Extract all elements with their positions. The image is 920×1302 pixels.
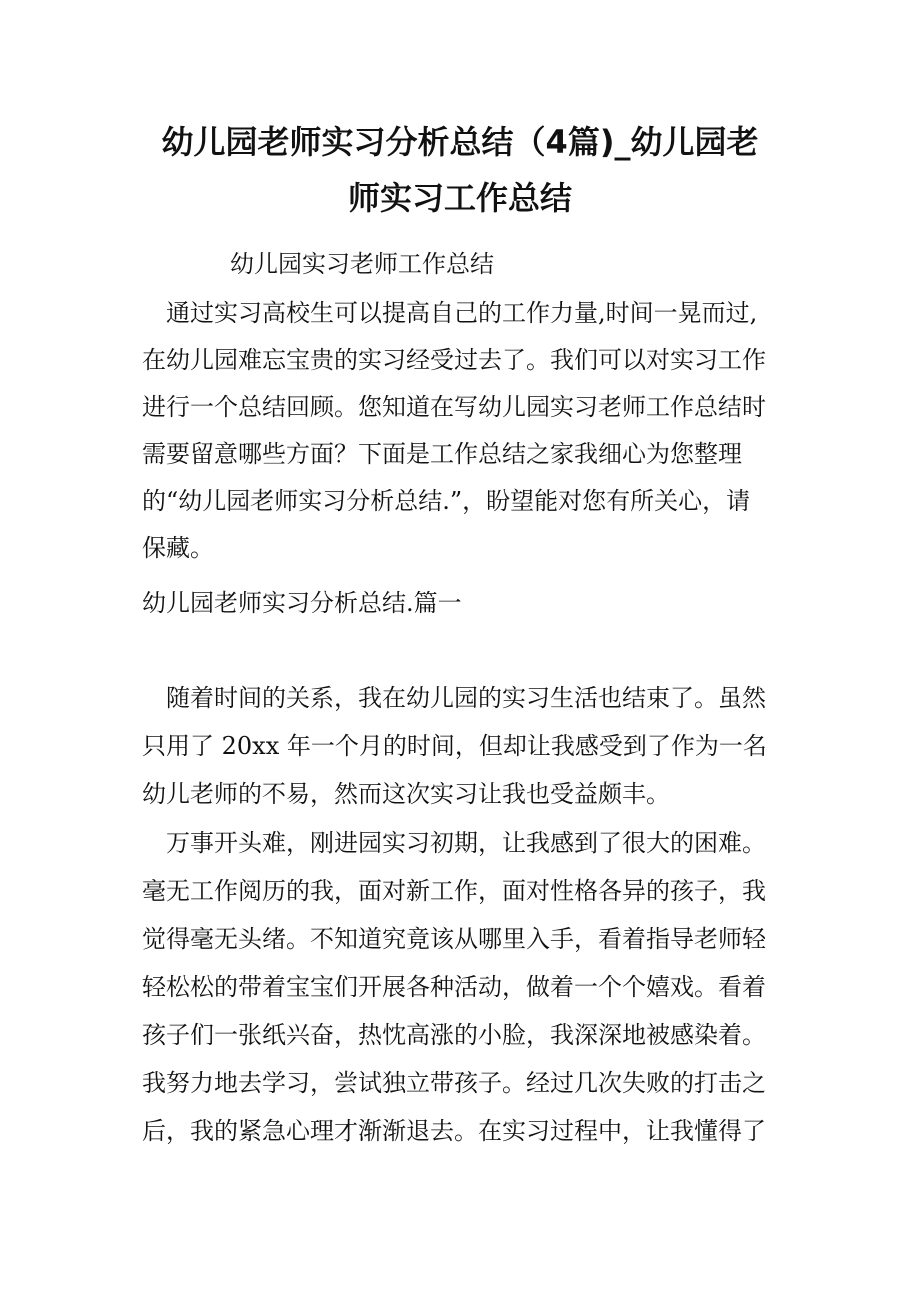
paragraph-line: 觉得毫无头绪。不知道究竟该从哪里入手，看着指导老师轻 <box>142 925 766 953</box>
intro-line: 需要留意哪些方面？下面是工作总结之家我细心为您整理 <box>142 440 742 468</box>
intro-line: 在幼儿园难忘宝贵的实习经受过去了。我们可以对实习工作 <box>142 346 766 374</box>
paragraph-line: 万事开头难，刚进园实习初期，让我感到了很大的困难。 <box>166 829 766 857</box>
section-heading: 幼儿园老师实习分析总结.篇一 <box>142 589 462 617</box>
paragraph-line: 毫无工作阅历的我，面对新工作，面对性格各异的孩子，我 <box>142 877 766 905</box>
intro-line: 的“幼儿园老师实习分析总结.”，盼望能对您有所关心，请 <box>142 487 751 515</box>
paragraph-line: 后，我的紧急心理才渐渐退去。在实习过程中，让我懂得了 <box>142 1117 766 1145</box>
document-title-line-2: 师实习工作总结 <box>347 179 572 217</box>
intro-line: 通过实习高校生可以提高自己的工作力量,时间一晃而过, <box>166 299 758 327</box>
document-subtitle: 幼儿园实习老师工作总结 <box>230 250 494 278</box>
intro-line: 进行一个总结回顾。您知道在写幼儿园实习老师工作总结时 <box>142 393 766 421</box>
intro-line: 保藏。 <box>142 534 214 562</box>
document-title-line-1: 幼儿园老师实习分析总结（4篇)_幼儿园老 <box>161 123 759 161</box>
paragraph-line: 随着时间的关系，我在幼儿园的实习生活也结束了。虽然 <box>166 684 766 712</box>
paragraph-line: 轻松松的带着宝宝们开展各种活动，做着一个个嬉戏。看着 <box>142 973 766 1001</box>
paragraph-line: 只用了 20xx 年一个月的时间，但却让我感受到了作为一名 <box>142 732 767 760</box>
paragraph-line: 孩子们一张纸兴奋，热忱高涨的小脸，我深深地被感染着。 <box>142 1021 766 1049</box>
paragraph-line: 我努力地去学习，尝试独立带孩子。经过几次失败的打击之 <box>142 1069 766 1097</box>
paragraph-line: 幼儿老师的不易，然而这次实习让我也受益颇丰。 <box>142 780 670 808</box>
